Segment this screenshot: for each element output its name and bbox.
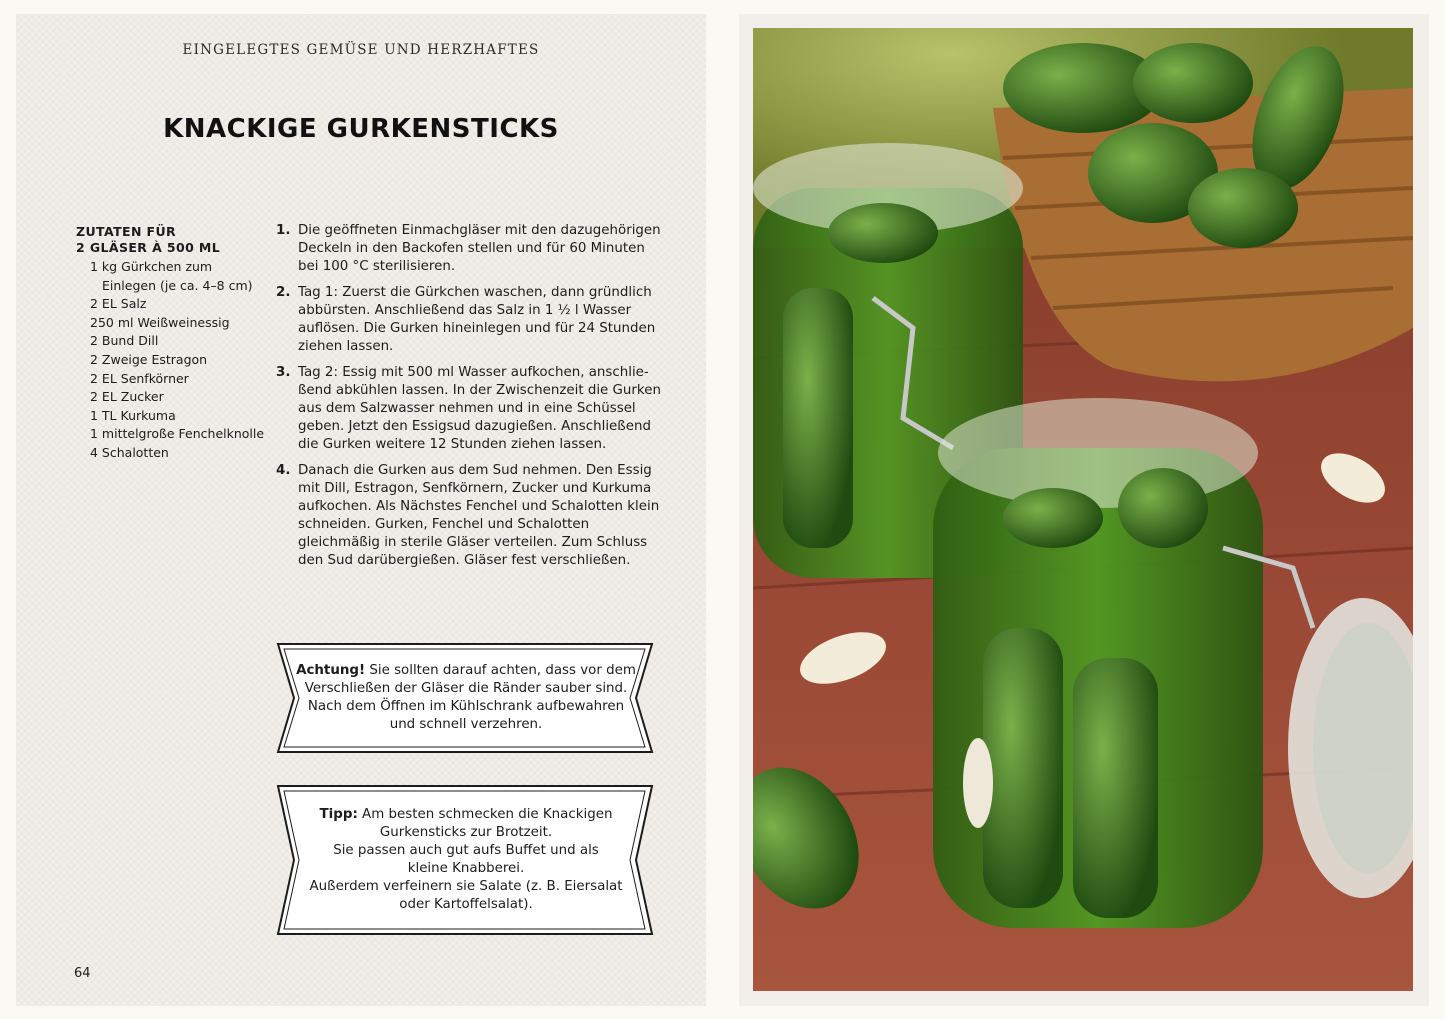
step-text: Tag 2: Essig mit 500 ml Wasser aufkochen, anschließend abkühlen lassen. In der Zwischenzeit die Gurken aus dem Salzwasser nehmen und in eine Schüssel geben. Jetzt den Essigsud dazugießen. Anschließend die Gurken weitere 12 Stunden ziehen lassen. [298, 365, 661, 452]
tip-line-text: Am besten schmecken die Knackigen [357, 807, 613, 822]
step-number: 1. [276, 223, 291, 238]
step-text: Danach die Gurken aus dem Sud nehmen. Den Essig mit Dill, Estragon, Senfkörnern, Zucker und Kurkuma aufkochen. Als Nächstes Fenchel und Schalotten klein schneiden. Gurken, Fenchel und Schalotten gleichmäßig in sterile Gläser verteilen. Zum Schluss den Sud darübergießen. Gläser fest verschließen. [298, 463, 660, 568]
ingredients-list [76, 258, 266, 463]
ingredient-item [90, 258, 266, 295]
page-number: 64 [74, 966, 91, 981]
step-number: 3. [276, 365, 291, 380]
tip-line: Außerdem verfeinern sie Salate (z. B. Eiersalat [309, 879, 623, 894]
warning-text [296, 662, 636, 734]
tip-line: Gurkensticks zur Brotzeit. [379, 825, 553, 840]
instruction-step [276, 462, 666, 570]
ingredient-item: 2 Zweige Estragon [90, 351, 208, 367]
ingredient-item: 4 Schalotten [90, 444, 169, 460]
ingredient-item: 2 EL Senfkörner [90, 370, 189, 386]
step-number: 2. [276, 285, 291, 300]
pickled-cucumber-jars-photo [753, 28, 1413, 991]
ingredient-item: 2 Bund Dill [90, 333, 159, 349]
ingredient-text-continued: Einlegen (je ca. 4–8 cm) [102, 277, 253, 293]
ingredient-item: 1 mittelgroße Fenchelknolle [90, 426, 265, 442]
ingredient-text: 1 kg Gürkchen zum [90, 259, 213, 274]
warning-banner [276, 642, 656, 754]
step-number: 4. [276, 463, 291, 478]
running-head: EINGELEGTES GEMÜSE UND HERZHAFTES [182, 42, 540, 58]
left-page [16, 14, 706, 1006]
photo-illustration [753, 28, 1413, 991]
instruction-step [276, 284, 666, 356]
tip-line: oder Kartoffelsalat). [399, 897, 533, 912]
tip-text [296, 806, 636, 914]
ingredients-heading-line1: ZUTATEN FÜR [76, 224, 177, 239]
tip-line: kleine Knabberei. [407, 861, 525, 876]
ingredients-section [76, 224, 266, 463]
warning-body: Sie sollten darauf achten, dass vor dem Verschließen der Gläser die Ränder sauber sind. Nach dem Öffnen im Kühlschrank aufbewahren und schnell verzehren. [304, 663, 636, 732]
ingredient-item: 2 EL Zucker [90, 389, 164, 405]
step-text: Die geöffneten Einmachgläser mit den dazugehörigen Deckeln in den Backofen stellen und für 60 Minuten bei 100 °C sterilisieren. [298, 223, 661, 274]
ingredient-item: 2 EL Salz [90, 296, 147, 312]
warning-label: Achtung! [296, 663, 366, 678]
step-text: Tag 1: Zuerst die Gürkchen waschen, dann gründlich abbürsten. Anschließend das Salz in 1 ½ l Wasser auflösen. Die Gurken hineinlegen und für 24 Stunden ziehen lassen. [298, 285, 656, 354]
tip-banner [276, 784, 656, 936]
ingredients-heading [76, 224, 266, 256]
ingredients-heading-line2: 2 GLÄSER À 500 ML [76, 240, 221, 255]
ingredient-item: 1 TL Kurkuma [90, 407, 176, 423]
tip-label: Tipp: [319, 807, 358, 822]
instruction-step [276, 364, 666, 454]
recipe-title: KNACKIGE GURKENSTICKS [163, 114, 559, 144]
ingredient-item: 250 ml Weißweinessig [90, 314, 230, 330]
tip-line: Sie passen auch gut aufs Buffet und als [333, 843, 599, 858]
instructions-list [276, 222, 666, 578]
tip-line [296, 806, 636, 824]
instruction-step [276, 222, 666, 276]
right-page [739, 14, 1429, 1006]
